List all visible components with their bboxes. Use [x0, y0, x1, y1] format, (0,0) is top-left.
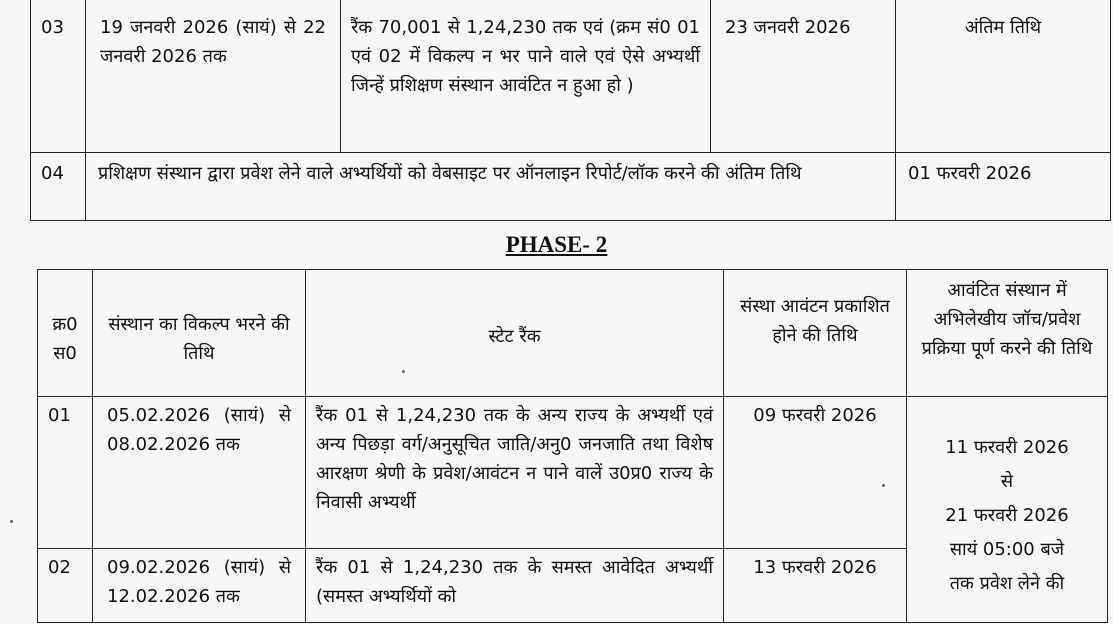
phase1-table	[30, 0, 1111, 221]
rank-cell: रैंक 70,001 से 1,24,230 तक एवं (क्रम सं0 01 एवं 02 में विकल्प न भर पाने वाले एवं ऐसे अभ्यर्थी जिन्हें प्रशिक्षण संस्थान आवंटित न हुआ हो )	[341, 0, 711, 153]
serial-number: 03	[31, 0, 86, 153]
table-row	[38, 397, 1108, 549]
allotment-date-cell: 09 फरवरी 2026	[724, 397, 907, 549]
last-date-cell: अंतिम तिथि	[896, 0, 1111, 153]
date-cell: 01 फरवरी 2026	[896, 153, 1111, 221]
rank-cell: रैंक 01 से 1,24,230 तक के अन्य राज्य के अभ्यर्थी एवं अन्य पिछड़ा वर्ग/अनुसूचित जाति/अनु0 जनजाति तथा विशेष आरक्षण श्रेणी के प्रवेश/आवंटन न पाने वालें उ0प्र0 राज्य के निवासी अभ्यर्थी	[306, 397, 724, 549]
serial-number: 02	[38, 549, 93, 623]
admission-line: से	[1000, 471, 1014, 492]
admission-line: 21 फरवरी 2026	[945, 505, 1069, 526]
admission-line: तक प्रवेश लेने की	[949, 573, 1065, 594]
description-cell: प्रशिक्षण संस्थान द्वारा प्रवेश लेने वाले अभ्यर्थियों को वेबसाइट पर ऑनलाइन रिपोर्ट/लॉक करने की अंतिम तिथि	[86, 153, 896, 221]
column-header-sno: क्र0 स0	[38, 270, 93, 397]
scan-speck	[402, 370, 405, 373]
table-row	[31, 153, 1111, 221]
header-row	[38, 270, 1108, 397]
rank-cell: रैंक 01 से 1,24,230 तक के समस्त आवेदित अभ्यर्थी (समस्त अभ्यर्थियों को	[306, 549, 724, 623]
column-header-allot-date: संस्था आवंटन प्रकाशित होने की तिथि	[724, 270, 907, 397]
admission-period-cell	[907, 397, 1108, 623]
column-header-fill-dates: संस्थान का विकल्प भरने की तिथि	[93, 270, 306, 397]
fill-dates-cell: 05.02.2026 (सायं) से 08.02.2026 तक	[93, 397, 306, 549]
admission-line: 11 फरवरी 2026	[945, 437, 1069, 458]
allotment-date-cell: 23 जनवरी 2026	[711, 0, 896, 153]
fill-dates-cell: 19 जनवरी 2026 (सायं) से 22 जनवरी 2026 तक	[86, 0, 341, 153]
phase2-table	[37, 269, 1108, 623]
scan-speck	[10, 520, 13, 523]
admission-line: सायं 05:00 बजे	[949, 539, 1065, 560]
table-row	[31, 0, 1111, 153]
column-header-admission: आवंटित संस्थान में अभिलेखीय जॉच/प्रवेश प्रक्रिया पूर्ण करने की तिथि	[907, 270, 1108, 397]
column-header-rank: स्टेट रैंक	[306, 270, 724, 397]
serial-number: 01	[38, 397, 93, 549]
serial-number: 04	[31, 153, 86, 221]
scan-speck	[882, 484, 885, 487]
fill-dates-cell: 09.02.2026 (सायं) से 12.02.2026 तक	[93, 549, 306, 623]
phase-heading: PHASE- 2	[505, 232, 608, 257]
allotment-date-cell: 13 फरवरी 2026	[724, 549, 907, 623]
